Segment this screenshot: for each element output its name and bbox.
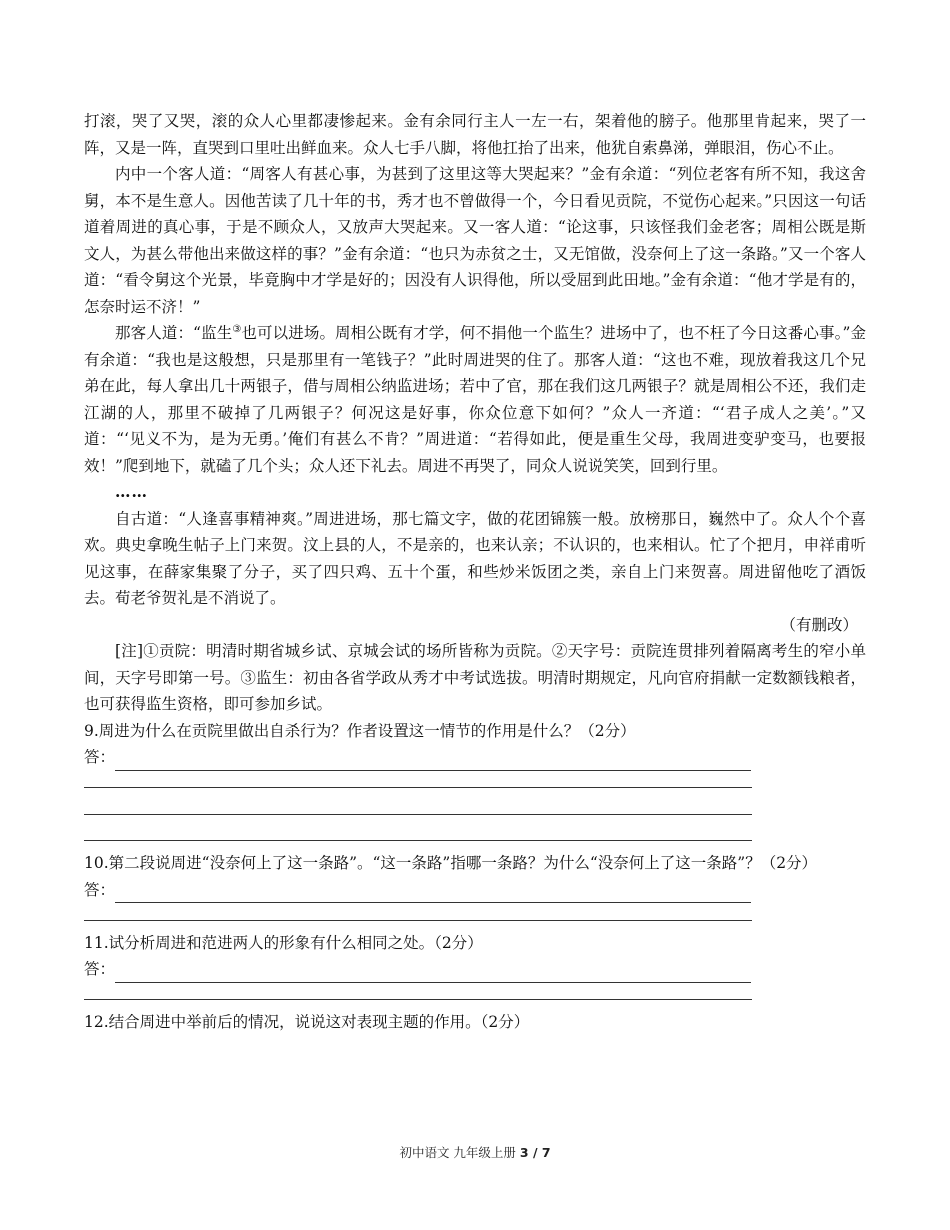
blank-rule [84, 840, 752, 841]
paragraph-3-rest: 也可以进场。周相公既有才学，何不捐他一个监生？进场中了，也不枉了今日这番心事。”金有余道：“我也是这般想，只是那里有一笔钱子？”此时周进哭的住了。那客人道：“这也不难，现放着我这几个兄弟在此，每人拿出几十两银子，借与周相公纳监进场；若中了官，那在我们这几两银子？就是周相公不还，我们走江湖的人，那里不破掉了几两银子？何况这是好事，你众位意下如何？”众人一齐道：“‘君子成人之美’。”又道：“‘见义不为，是为无勇。’俺们有甚么不肯？”周进道：“若得如此，便是重生父母，我周进变驴变马，也要报效！”爬到地下，就磕了几个头；众人还下礼去。周进不再哭了，同众人说说笑笑，回到行里。 [84, 324, 866, 475]
paragraph-1: 打滚，哭了又哭，滚的众人心里都凄惨起来。金有余同行主人一左一右，架着他的膀子。他那里肯起来，哭了一阵，又是一阵，直哭到口里吐出鲜血来。众人七手八脚，将他扛抬了出来，他犹自索鼻涕，弹眼泪，伤心不止。 [84, 112, 866, 157]
page-number: 3 / 7 [519, 1145, 551, 1160]
answer-label: 答： [84, 960, 116, 978]
footnote-mark: ③ [232, 323, 242, 335]
answer-rule [115, 965, 751, 983]
answer-blank-line[interactable] [84, 983, 866, 1010]
answer-rule [115, 885, 751, 903]
annotation-notes: [注]①贡院：明清时期省城乡试、京城会试的场所皆称为贡院。②天字号：贡院连贯排列着隔离考生的窄小单间，天字号即第一号。③监生：初由各省学政从秀才中考试选拔。明清时期规定，凡向官府捐献一定数额钱粮者，也可获得监生资格，即可参加乡试。 [84, 642, 866, 713]
page-footer [0, 1143, 950, 1161]
answer-blank-line[interactable] [84, 824, 866, 851]
ellipsis: …… [115, 482, 148, 501]
footer-course: 初中语文 九年级上册 [399, 1145, 520, 1160]
blank-rule [84, 787, 752, 788]
answer-blank-line[interactable] [84, 797, 866, 824]
answer-label: 答： [84, 748, 116, 766]
blank-rule [84, 814, 752, 815]
answer-line-9[interactable] [84, 744, 866, 771]
passage [84, 108, 866, 1036]
answer-label: 答： [84, 880, 116, 899]
paragraph-4: 自古道：“人逢喜事精神爽。”周进进场，那七篇文字，做的花团锦簇一般。放榜那日，巍然中了。众人个个喜欢。典史拿晚生帖子上门来贺。汶上县的人，不是亲的，也来认亲；不认识的，也来相认。忙了个把月，申祥甫听见这事，在薛家集聚了分子，买了四只鸡、五十个蛋，和些炒米饭团之类，亲自上门来贺喜。周进留他吃了酒饭去。荀老爷贺礼是不消说了。 [84, 509, 866, 607]
answer-line-10[interactable] [84, 877, 866, 904]
question-12: 12.结合周进中举前后的情况，说说这对表现主题的作用。（2分） [84, 1013, 530, 1031]
answer-blank-line[interactable] [84, 771, 866, 798]
source-note: （有删改） [780, 615, 858, 634]
answer-rule [115, 753, 751, 771]
blank-rule [84, 999, 752, 1000]
answer-blank-line[interactable] [84, 903, 866, 930]
answer-line-11[interactable] [84, 956, 866, 983]
question-11: 11.试分析周进和范进两人的形象有什么相同之处。（2分） [84, 933, 483, 952]
paragraph-3 [84, 320, 866, 479]
blank-rule [84, 920, 752, 921]
question-10: 10.第二段说周进“没奈何上了这一条路”。“这一条路”指哪一条路？为什么“没奈何上了这一条路”？（2分） [84, 854, 818, 872]
paragraph-2: 内中一个客人道：“周客人有甚心事，为甚到了这里这等大哭起来？”金有余道：“列位老客有所不知，我这舍舅，本不是生意人。因他苦读了几十年的书，秀才也不曾做得一个，今日看见贡院，不觉伤心起来。”只因这一句话道着周进的真心事，于是不顾众人，又放声大哭起来。又一客人道：“论这事，只该怪我们金老客；周相公既是斯文人，为甚么带他出来做这样的事？”金有余道：“也只为赤贫之士，又无馆做，没奈何上了这一条路。”又一个客人道：“看令舅这个光景，毕竟胸中才学是好的；因没有人识得他，所以受屈到此田地。”金有余道：“他才学是有的，怎奈时运不济！” [84, 165, 866, 316]
paragraph-3-start: 那客人道：“监生 [115, 324, 233, 342]
question-9: 9.周进为什么在贡院里做出自杀行为？作者设置这一情节的作用是什么？（2分） [84, 721, 636, 740]
